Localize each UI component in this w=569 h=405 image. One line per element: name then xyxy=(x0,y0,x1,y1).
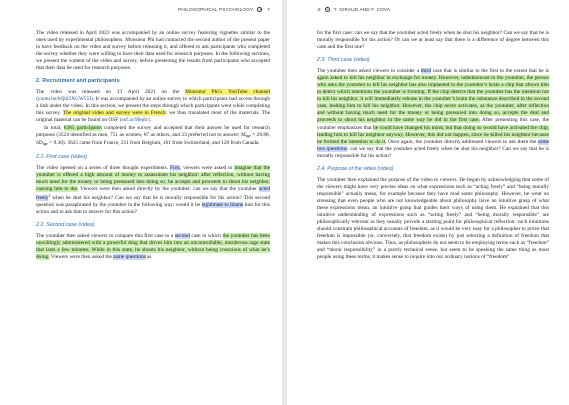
section-heading: 2. Recruitment and participants xyxy=(36,78,120,85)
osf-link[interactable]: (osf.io/9fepb/) xyxy=(119,117,151,124)
subsection-heading: 2.3. Third case (video) xyxy=(317,57,370,64)
subsection-heading: 2.1. First case (video) xyxy=(36,153,87,160)
highlight: third xyxy=(420,68,431,75)
highlight: First xyxy=(170,164,180,171)
continued-paragraph: for the first case: can we say that the youtuber acted freely when he shot his neighbor? Can we say that he is morally responsible for his action? Or can we at least say that there is a difference of degree between this case and the first one? xyxy=(317,30,549,51)
purpose-paragraph: The youtuber then explained the purpose of the video to viewers. He began by acknowledging that some of the viewers might have very precise ideas on what expressions such as “acting freely” and “being morally responsible” actually mean, for example because they have read some philosophy. However, he went on stressing that even people who are not knowledgeable about philosophy have an intuitive grasp of what these expressions mean, an intuitive grasp that guides their ways of using them. He explained that this intuitive understanding of expressions such as “acting freely” and “being morally responsible” are philosophically relevant as they usually provide a starting point for philosophical reflection: such intuitions should constrain philosophical accounts of freedom, as it would be very easy for a philosopher to prove that freedom is impossible (or, conversely, that freedom exists) by just selecting a definition of freedom that makes this conclusion obvious. Thus, as philosophers do not seem to be employing terms such as “freedom” and “moral responsibility” in a purely technical sense, but seem to be speaking the same thing as most people using these terms, it makes sense to inquire into our ordinary notions of “freedom” xyxy=(317,176,549,261)
journal-logo-icon xyxy=(257,7,262,12)
subsection-heading: 2.2. Second case (video) xyxy=(36,221,95,228)
highlight: The original video and survey were in French xyxy=(63,110,166,117)
video-link[interactable]: (youtu.be/bQbl2XGW55I) xyxy=(36,96,93,103)
page-number: 7 xyxy=(267,6,270,12)
highlight: 6385 participants xyxy=(63,124,102,131)
recruitment-paragraph: The video was released on 13 April 2021 on the Monsieur Phi’s YouTube channel (youtu.be/bQbl2XGW55I). It was accompanied by an online survey to which participants had access through a link under the video. In this section, we present the steps through which participants went while completing this survey. The original video and survey were in French: we thus translated most of the materials. The original material can be found on OSF (osf.io/9fepb/). xyxy=(36,89,271,124)
highlight: the youtuber has been unwillingly administered with a powerful drug that drives him into an uncontrollable, murderous rage state that lasts a few minutes. While in this state, he shoots his neighbor, without being conscious of what he’s doing. xyxy=(36,232,270,261)
page-left xyxy=(0,0,282,405)
journal-logo-icon xyxy=(325,7,330,12)
participants-paragraph: In total, 6385 participants completed the survey and accepted that their answer be used for research purposes (3524 identified as men, 751 as women, 87 as others, and 23 preferred not to answer; Mage = 28.88, SDage = 9.30). 3625 came from France, 211 from Belgium, 161 from Switzerland, and 120 from Canada. xyxy=(36,124,271,146)
page-number: 8 xyxy=(318,6,321,12)
author-names: T. GIRAUD AND F. COVA xyxy=(333,6,391,12)
highlight: Monsieur Phi’s YouTube channel xyxy=(185,89,270,96)
highlight: acted freely xyxy=(36,185,271,201)
page-right xyxy=(287,0,569,405)
footnote-marker[interactable]: 2 xyxy=(48,193,51,198)
subsection-heading: 2.4. Purpose of the video (video) xyxy=(317,165,394,172)
highlight: same two questions xyxy=(317,138,549,152)
highlight: he could have changed his mind, but that doing so would have activated the chip, leading him to kill his neighbor anyway. However, this did not happen, since he killed his neighbor because he formed the intention to do it. xyxy=(317,124,549,145)
journal-title: PHILOSOPHICAL PSYCHOLOGY xyxy=(178,6,254,12)
running-head-right xyxy=(317,4,549,14)
first-case-paragraph: The video opened on a series of three thought experiments. First, viewers were asked to imagine that the youtuber is offered a high amount of money to assassinate his neighbor: after reflection, without having much need for the money or being pressured into doing so, he accepts and proceeds to shoot his neighbor, causing him to die. Viewers were then asked directly by the youtuber: can we say that the youtuber acted freely$^2$ when he shot his neighbor? Can we say that he is morally responsible for his action? This second question was paraphrased by the youtuber in the following way: would it be legitimate to blame him for this action and to ask him to answer for this action? xyxy=(36,164,271,215)
highlight: imagine that the youtuber is offered a high amount of money to assassinate his neighbor: after reflection, without having much need for the money or being pressured into doing so, he accepts and proceeds to shoot his neighbor, causing him to die. xyxy=(36,164,271,192)
highlight: second xyxy=(174,232,190,239)
highlight: legitimate to blame xyxy=(201,201,244,208)
third-case-paragraph: The youtuber then asked viewers to consider a third case that is similar to the first to the extent that he is again asked to kill his neighbor in exchange for money. However, unbeknownst to the youtuber, the person who asks the youtuber to kill his neighbor has also implanted in the youtuber’s brain a chip that allows him to detect which intentions the youtuber is forming. If the chip detects that the youtuber has the intention not to kill his neighbor, it will immediately release in the youtuber’s brain the substance described in the second case, leading him to kill his neighbor. However, the chip never activates, as the youtuber, after reflection and without having much need for the money or being pressured into doing so, accepts the deal and proceeds to shoot his neighbor in the same way he did in the first case. After presenting this case, the youtuber emphasizes that he could have changed his mind, but that doing so would have activated the chip, leading him to kill his neighbor anyway. However, this did not happen, since he killed his neighbor because he formed the intention to do it. Once again, the youtuber directly addressed viewers to ask them the same two questions: can we say that the youtuber acted freely when he shot his neighbor? Can we say that he is morally responsible for his action? xyxy=(317,68,549,159)
intro-paragraph: The video released in April 2021 was accompanied by an online survey featuring vignettes similar to the ones used by experimental philosophers. Monsieur Phi had contacted the second author of the present paper to have feedback on the video and survey before releasing it, and offered to ask participants who completed the survey whether they were willing to have their data used for research purposes. In the following sections, we present the content of the video and survey, before presenting the results from participants who accepted that their data be used for research purposes. xyxy=(36,30,270,72)
second-case-paragraph: The youtuber then asked viewers to compare this first case to a second case in which the youtuber has been unwillingly administered with a powerful drug that drives him into an uncontrollable, murderous rage state that lasts a few minutes. While in this state, he shoots his neighbor, without being conscious of what he’s doing. Viewers were then asked the same questions as xyxy=(36,232,270,261)
running-head-left xyxy=(36,4,270,14)
highlight: same questions xyxy=(113,254,146,261)
highlight: again asked to kill his neighbor in exchange for money. However, unbeknownst to the youtuber, the person who asks the youtuber to kill his neighbor has also implanted in the youtuber’s brain a chip that allows him to detect which intentions the youtuber is forming. If the chip detects that the youtuber has the intention not to kill his neighbor, it will immediately release in the youtuber’s brain the substance described in the second case, leading him to kill his neighbor. However, the chip never activates, as the youtuber, after reflection and without having much need for the money or being pressured into doing so, accepts the deal and proceeds to shoot his neighbor in the same way he did in the first case. xyxy=(317,75,549,124)
